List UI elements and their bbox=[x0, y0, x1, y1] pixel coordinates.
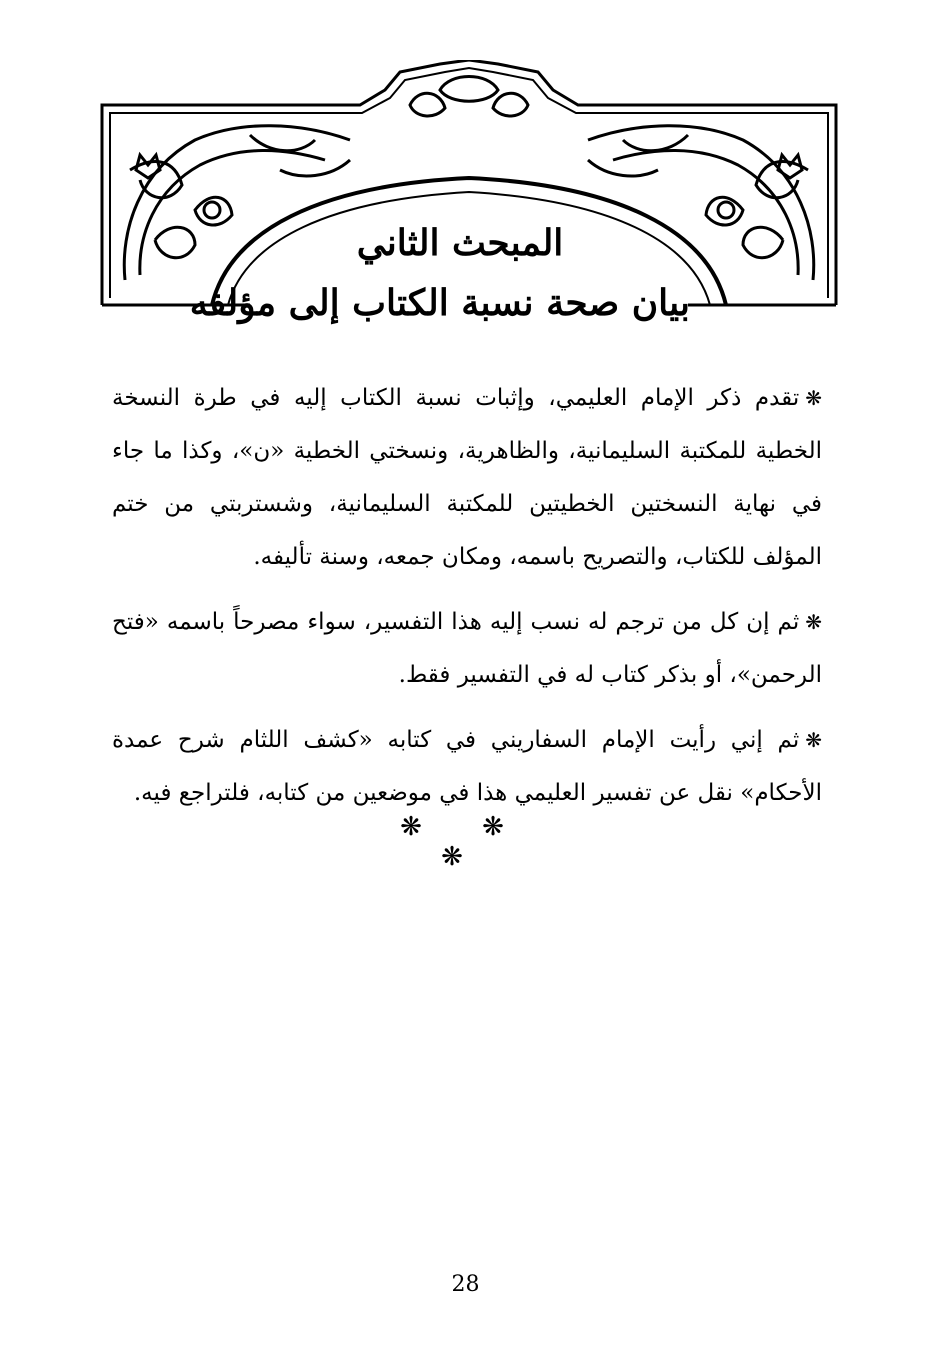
page-number: 28 bbox=[451, 1272, 480, 1297]
paragraph-2 bbox=[112, 596, 822, 702]
bullet-icon: ❋ bbox=[805, 728, 822, 752]
bullet-icon: ❋ bbox=[805, 610, 822, 634]
paragraph-text: تقدم ذكر الإمام العليمي، وإثبات نسبة الكتاب إليه في طرة النسخة الخطية للمكتبة السليمانية، والظاهرية، ونسختي الخطية «ن»، وكذا ما جاء في نهاية النسختين الخطيتين للمكتبة السليمانية، وشستربتي من ختم المؤلف للكتاب، والتصريح باسمه، ومكان جمعه، وسنة تأليفه. bbox=[112, 385, 822, 570]
paragraph-1 bbox=[112, 372, 822, 584]
section-separator: ❋ ❋ ❋ bbox=[400, 812, 530, 872]
bullet-icon: ❋ bbox=[805, 386, 822, 410]
section-subtitle: بيان صحة نسبة الكتاب إلى مؤلفه bbox=[189, 282, 690, 324]
section-title: المبحث الثاني bbox=[356, 222, 564, 264]
body-text bbox=[112, 372, 822, 832]
paragraph-text: ثم إن كل من ترجم له نسب إليه هذا التفسير، سواء مصرحاً باسمه «فتح الرحمن»، أو بذكر كتاب له في التفسير فقط. bbox=[112, 609, 822, 688]
paragraph-text: ثم إني رأيت الإمام السفاريني في كتابه «كشف اللثام شرح عمدة الأحكام» نقل عن تفسير العليمي هذا في موضعين من كتابه، فلتراجع فيه. bbox=[112, 727, 822, 806]
paragraph-3 bbox=[112, 714, 822, 820]
